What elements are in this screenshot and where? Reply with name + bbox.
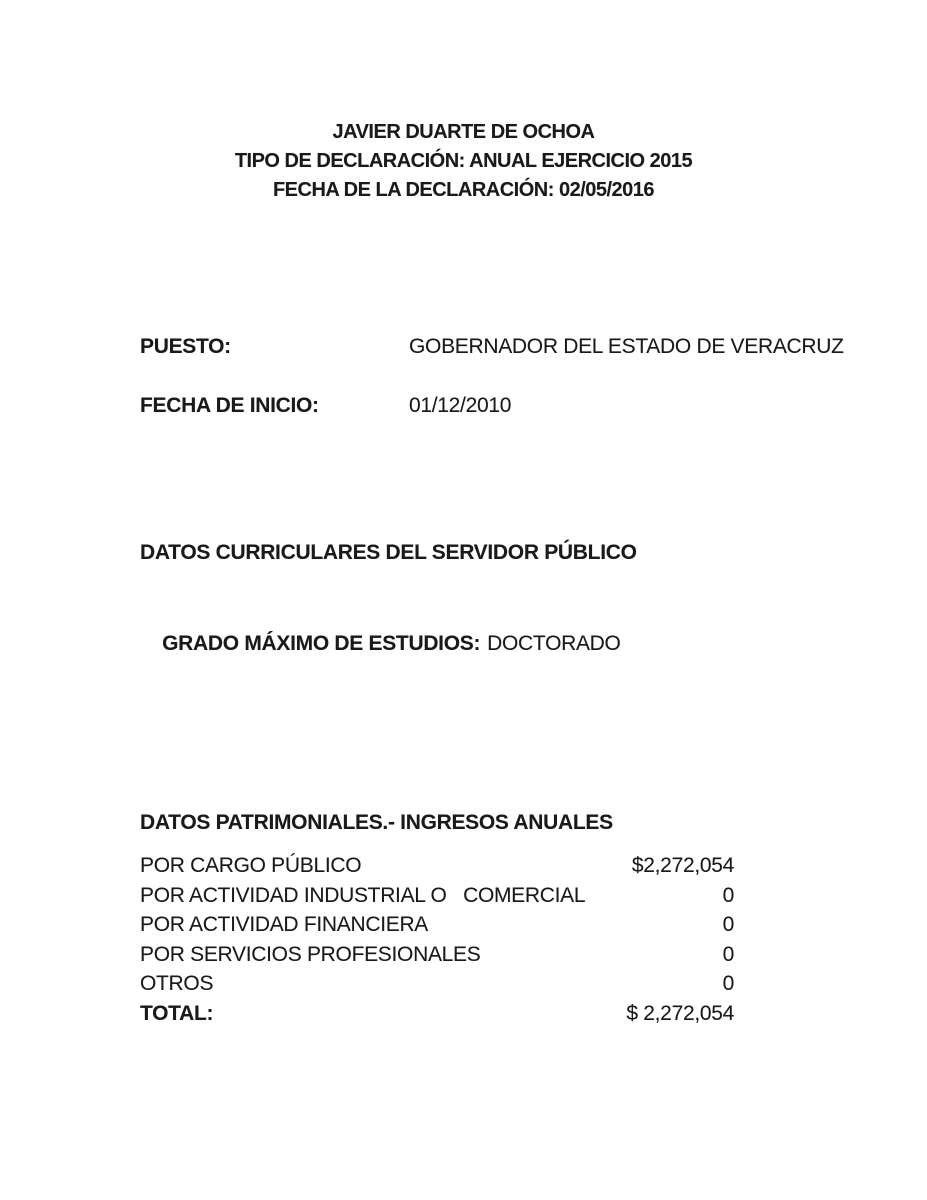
- field-puesto: [0, 332, 927, 361]
- field-value: 01/12/2010: [409, 394, 512, 417]
- income-row-actividad-financiera: [140, 910, 734, 940]
- income-row-cargo-publico: [140, 851, 734, 881]
- declaration-date: FECHA DE LA DECLARACIÓN: 02/05/2016: [272, 179, 655, 201]
- field-label: GRADO MÁXIMO DE ESTUDIOS:: [162, 632, 481, 655]
- income-value: $2,272,054: [631, 854, 734, 877]
- income-value: 0: [722, 913, 734, 936]
- field-value: DOCTORADO: [487, 632, 621, 655]
- income-value: 0: [722, 972, 734, 995]
- field-value: GOBERNADOR DEL ESTADO DE VERACRUZ: [409, 335, 844, 358]
- income-row-actividad-industrial: [140, 881, 734, 911]
- income-label: POR ACTIVIDAD FINANCIERA: [140, 913, 429, 936]
- income-label: POR SERVICIOS PROFESIONALES: [140, 942, 481, 966]
- income-row-total: [140, 999, 734, 1029]
- income-value: $ 2,272,054: [626, 1001, 734, 1025]
- field-fecha-inicio: [0, 391, 927, 420]
- income-row-servicios-profesionales: [140, 940, 734, 970]
- field-label: PUESTO:: [140, 335, 231, 358]
- declarant-name: JAVIER DUARTE DE OCHOA: [332, 121, 595, 143]
- section-heading-datos-curriculares: DATOS CURRICULARES DEL SERVIDOR PÚBLICO: [140, 541, 637, 564]
- income-value: 0: [722, 883, 734, 907]
- income-label: POR ACTIVIDAD INDUSTRIAL O COMERCIAL: [140, 883, 586, 907]
- document-header: [0, 118, 927, 205]
- declaration-type: TIPO DE DECLARACIÓN: ANUAL EJERCICIO 2015: [234, 150, 693, 172]
- income-value: 0: [722, 942, 734, 966]
- income-row-otros: [140, 969, 734, 999]
- field-label: FECHA DE INICIO:: [140, 394, 319, 417]
- income-label: TOTAL:: [140, 1001, 214, 1025]
- income-table: [140, 851, 734, 1028]
- income-label: OTROS: [140, 972, 214, 995]
- income-label: POR CARGO PÚBLICO: [140, 854, 362, 877]
- section-heading-datos-patrimoniales: DATOS PATRIMONIALES.- INGRESOS ANUALES: [140, 811, 613, 834]
- field-grado-estudios: [140, 600, 621, 687]
